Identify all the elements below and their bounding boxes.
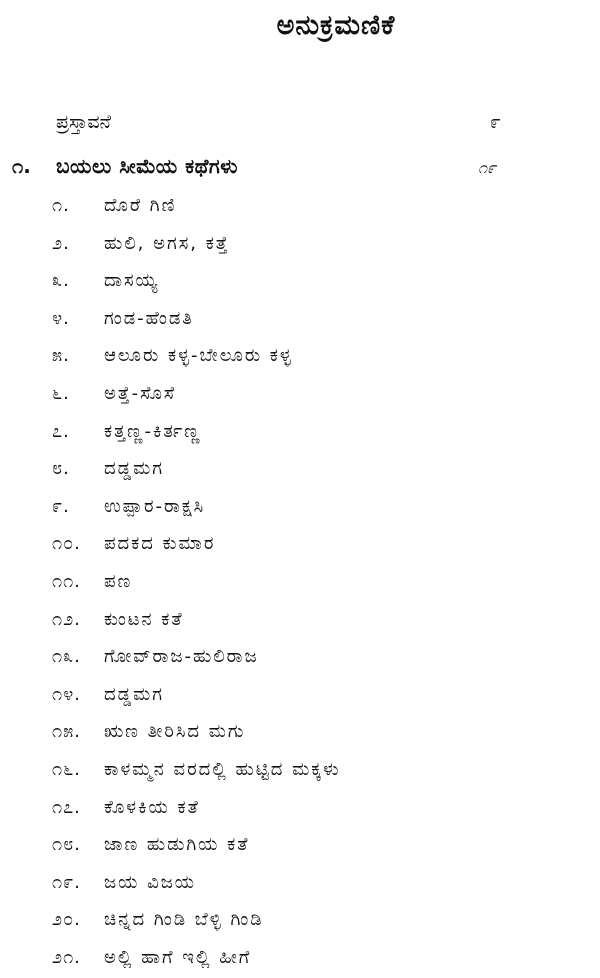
list-item-title: ಪದಕದ ಕುಮಾರ (104, 533, 216, 554)
list-item-title: ದಡ್ಡಮಗ (104, 458, 164, 479)
list-item (0, 301, 600, 337)
list-item-number: ೧೩. (52, 646, 81, 667)
list-item-title: ಕಾಳಮ್ಮನ ವರದಲ್ಲಿ ಹುಟ್ಟಿದ ಮಕ್ಕಳು (104, 759, 341, 780)
list-item-title: ಉಪ್ಪಾರ-ರಾಕ್ಷಸಿ (104, 496, 206, 517)
list-item (0, 338, 600, 374)
list-item (0, 827, 600, 863)
list-item-number: ೨. (52, 233, 70, 254)
list-item-number: ೧೫. (52, 721, 81, 742)
list-item (0, 940, 600, 976)
list-item (0, 376, 600, 412)
list-item (0, 602, 600, 638)
page-title: ಅನುಕ್ರಮಣಿಕೆ (276, 10, 396, 41)
list-item-number: ೩. (52, 270, 70, 291)
list-item-number: ೮. (52, 458, 70, 479)
list-item-title: ಚಿನ್ನದ ಗಿಂಡಿ ಬೆಳ್ಳಿ ಗಿಂಡಿ (104, 909, 264, 930)
list-item-title: ಹುಲಿ, ಅಗಸ, ಕತ್ತೆ (104, 233, 230, 254)
list-item-number: ೧೯. (52, 872, 81, 893)
list-item-title: ಗಂಡ-ಹೆಂಡತಿ (104, 308, 194, 329)
list-item-title: ಕೊಳಕಿಯ ಕತೆ (104, 797, 200, 818)
list-item (0, 865, 600, 901)
list-item-number: ೯. (52, 496, 70, 517)
list-item-title: ಕುಂಟನ ಕತೆ (104, 609, 184, 630)
section-title: ಬಯಲು ಸೀಮೆಯ ಕಥೆಗಳು (56, 154, 238, 178)
preface-label: ಪ್ರಸ್ತಾವನೆ (56, 111, 111, 133)
list-item-title: ಋಣ ತೀರಿಸಿದ ಮಗು (104, 721, 246, 742)
list-item-number: ೭. (52, 421, 70, 442)
list-item (0, 526, 600, 562)
list-item (0, 639, 600, 675)
list-item-title: ದಡ್ಡಮಗ (104, 684, 164, 705)
list-item (0, 451, 600, 487)
list-item-title: ಜಾಣ ಹುಡುಗಿಯ ಕತೆ (104, 834, 250, 855)
list-item-number: ೧೭. (52, 797, 81, 818)
list-item (0, 902, 600, 938)
list-item-number: ೨೧. (52, 947, 81, 968)
list-item (0, 263, 600, 299)
list-item-number: ೧. (52, 195, 70, 216)
list-item-number: ೧೨. (52, 609, 81, 630)
list-item-number: ೪. (52, 308, 70, 329)
list-item-title: ದಾಸಯ್ಯ (104, 270, 160, 291)
list-item-title: ಅತ್ತೆ-ಸೊಸೆ (104, 383, 177, 404)
list-item-title: ದೊರೆ ಗಿಣಿ (104, 195, 177, 216)
list-item-title: ಆಲೂರು ಕಳ್ಳ-ಬೇಲೂರು ಕಳ್ಳ (104, 345, 293, 366)
list-item-number: ೫. (52, 345, 70, 366)
list-item (0, 790, 600, 826)
list-item-title: ಪಣ (104, 571, 133, 592)
list-item-title: ಕತ್ತಣ್ಣ-ಕಿರ್ತಣ್ಣ (104, 421, 202, 442)
section-page-number: ೧೯ (478, 158, 496, 177)
list-item (0, 414, 600, 450)
list-item (0, 752, 600, 788)
list-item-title: ಗೋವ್‌ರಾಜ-ಹುಲಿರಾಜ (104, 646, 259, 667)
list-item-number: ೧೪. (52, 684, 81, 705)
section-number: ೧. (12, 154, 31, 178)
list-item (0, 714, 600, 750)
list-item (0, 226, 600, 262)
list-item-number: ೧೮. (52, 834, 81, 855)
list-item-title: ಅಲ್ಲಿ ಹಾಗೆ ಇಲ್ಲಿ ಹೀಗೆ (104, 947, 252, 968)
list-item (0, 564, 600, 600)
list-item (0, 677, 600, 713)
list-item-number: ೧೧. (52, 571, 81, 592)
list-item-title: ಜಯ ವಿಜಯ (104, 872, 197, 893)
list-item-number: ೧೬. (52, 759, 81, 780)
preface-page-number: ೯ (490, 111, 501, 133)
list-item-number: ೨೦. (52, 909, 81, 930)
list-item-number: ೬. (52, 383, 70, 404)
list-item (0, 188, 600, 224)
list-item (0, 489, 600, 525)
list-item-number: ೧೦. (52, 533, 81, 554)
